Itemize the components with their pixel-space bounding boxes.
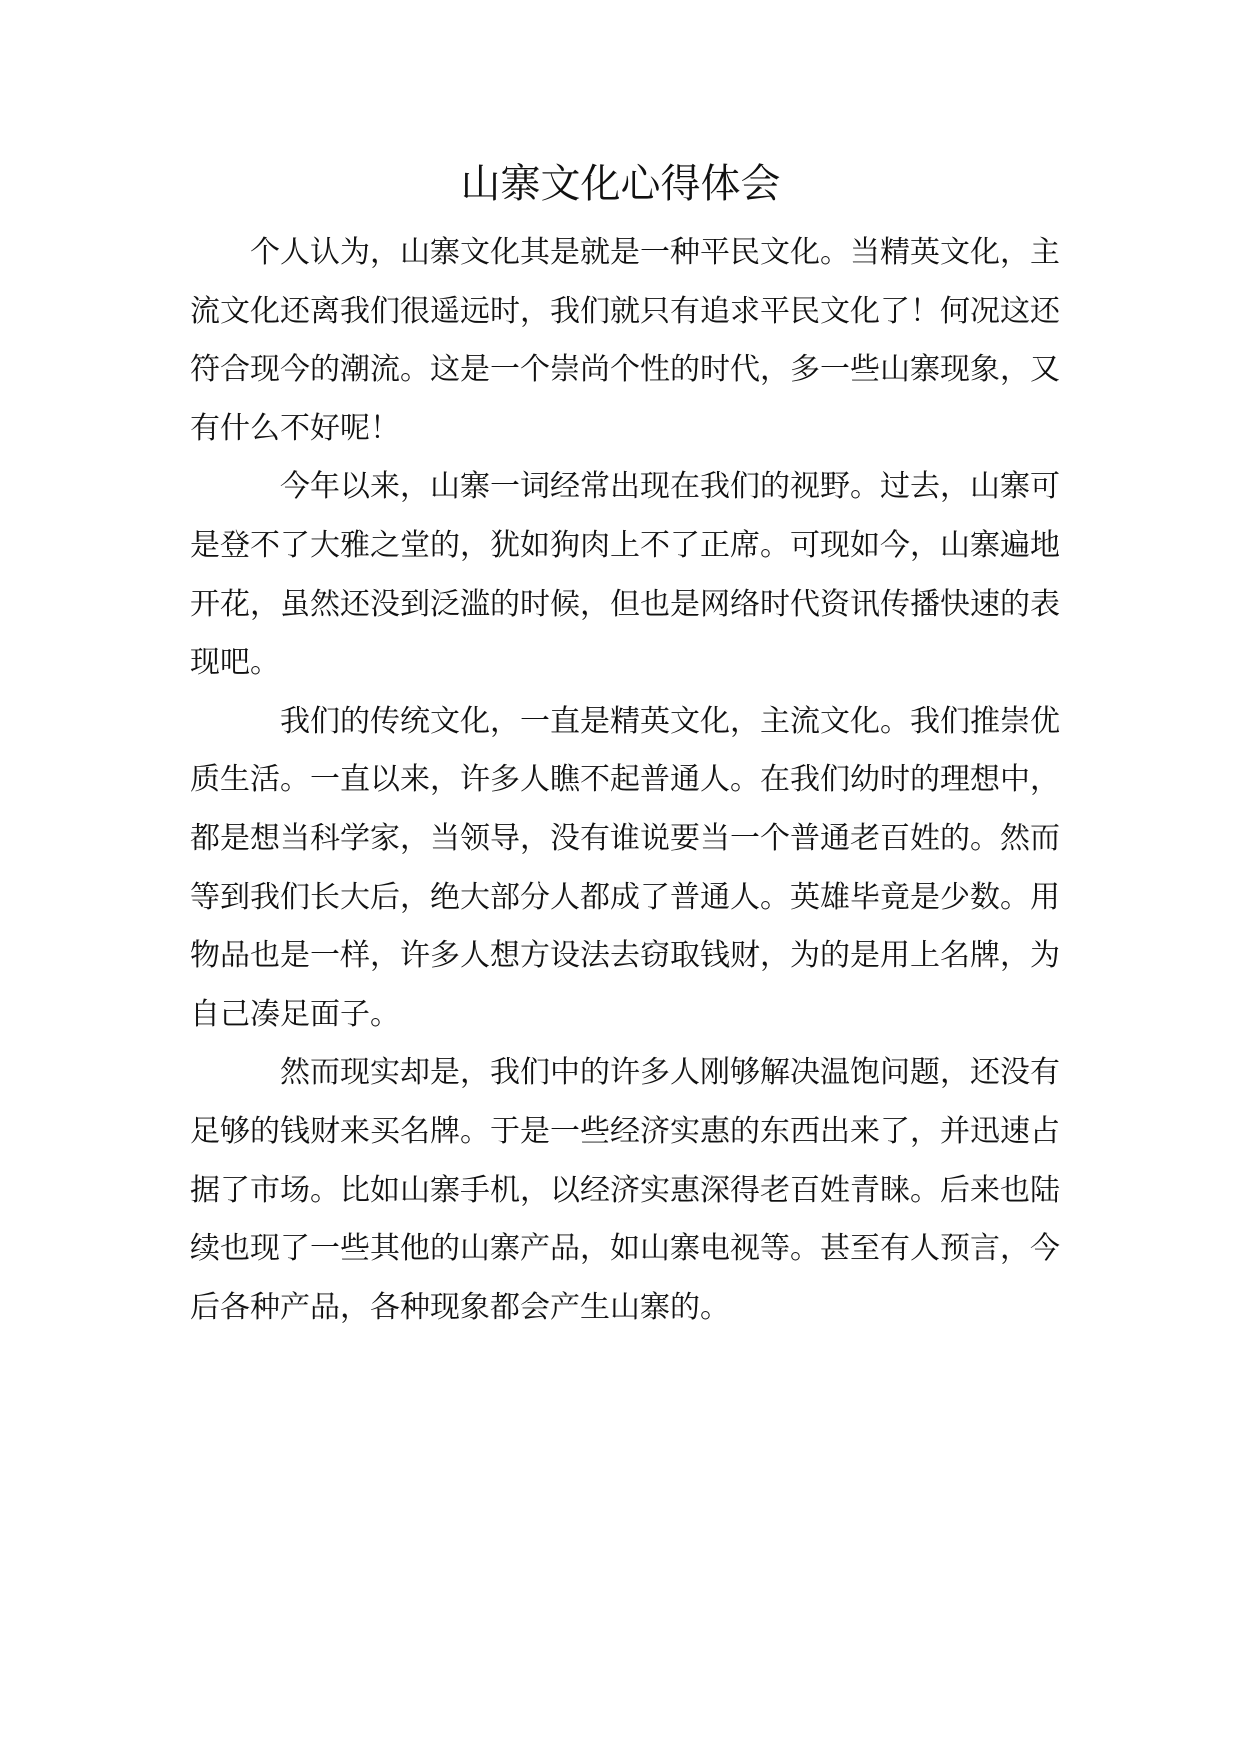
document-title: 山寨文化心得体会	[460, 161, 781, 207]
document-body	[190, 224, 1060, 1337]
paragraph-3: 我们的传统文化，一直是精英文化，主流文化。我们推崇优质生活。一直以来，许多人瞧不起普通人。在我们幼时的理想中，都是想当科学家，当领导，没有谁说要当一个普通老百姓的。然而等到我们长大后，绝大部分人都成了普通人。英雄毕竟是少数。用物品也是一样，许多人想方设法去窃取钱财，为的是用上名牌，为自己凑足面子。	[190, 703, 1060, 1032]
paragraph-1: 个人认为，山寨文化其是就是一种平民文化。当精英文化，主流文化还离我们很遥远时，我们就只有追求平民文化了！何况这还符合现今的潮流。这是一个崇尚个性的时代，多一些山寨现象，又有什么不好呢！	[190, 235, 1060, 446]
paragraph-2: 今年以来，山寨一词经常出现在我们的视野。过去，山寨可是登不了大雅之堂的，犹如狗肉上不了正席。可现如今，山寨遍地开花，虽然还没到泛滥的时候，但也是网络时代资讯传播快速的表现吧。	[190, 469, 1060, 681]
paragraph-4: 然而现实却是，我们中的许多人刚够解决温饱问题，还没有足够的钱财来买名牌。于是一些经济实惠的东西出来了，并迅速占据了市场。比如山寨手机，以经济实惠深得老百姓青睐。后来也陆续也现了一些其他的山寨产品，如山寨电视等。甚至有人预言，今后各种产品，各种现象都会产生山寨的。	[190, 1055, 1060, 1325]
